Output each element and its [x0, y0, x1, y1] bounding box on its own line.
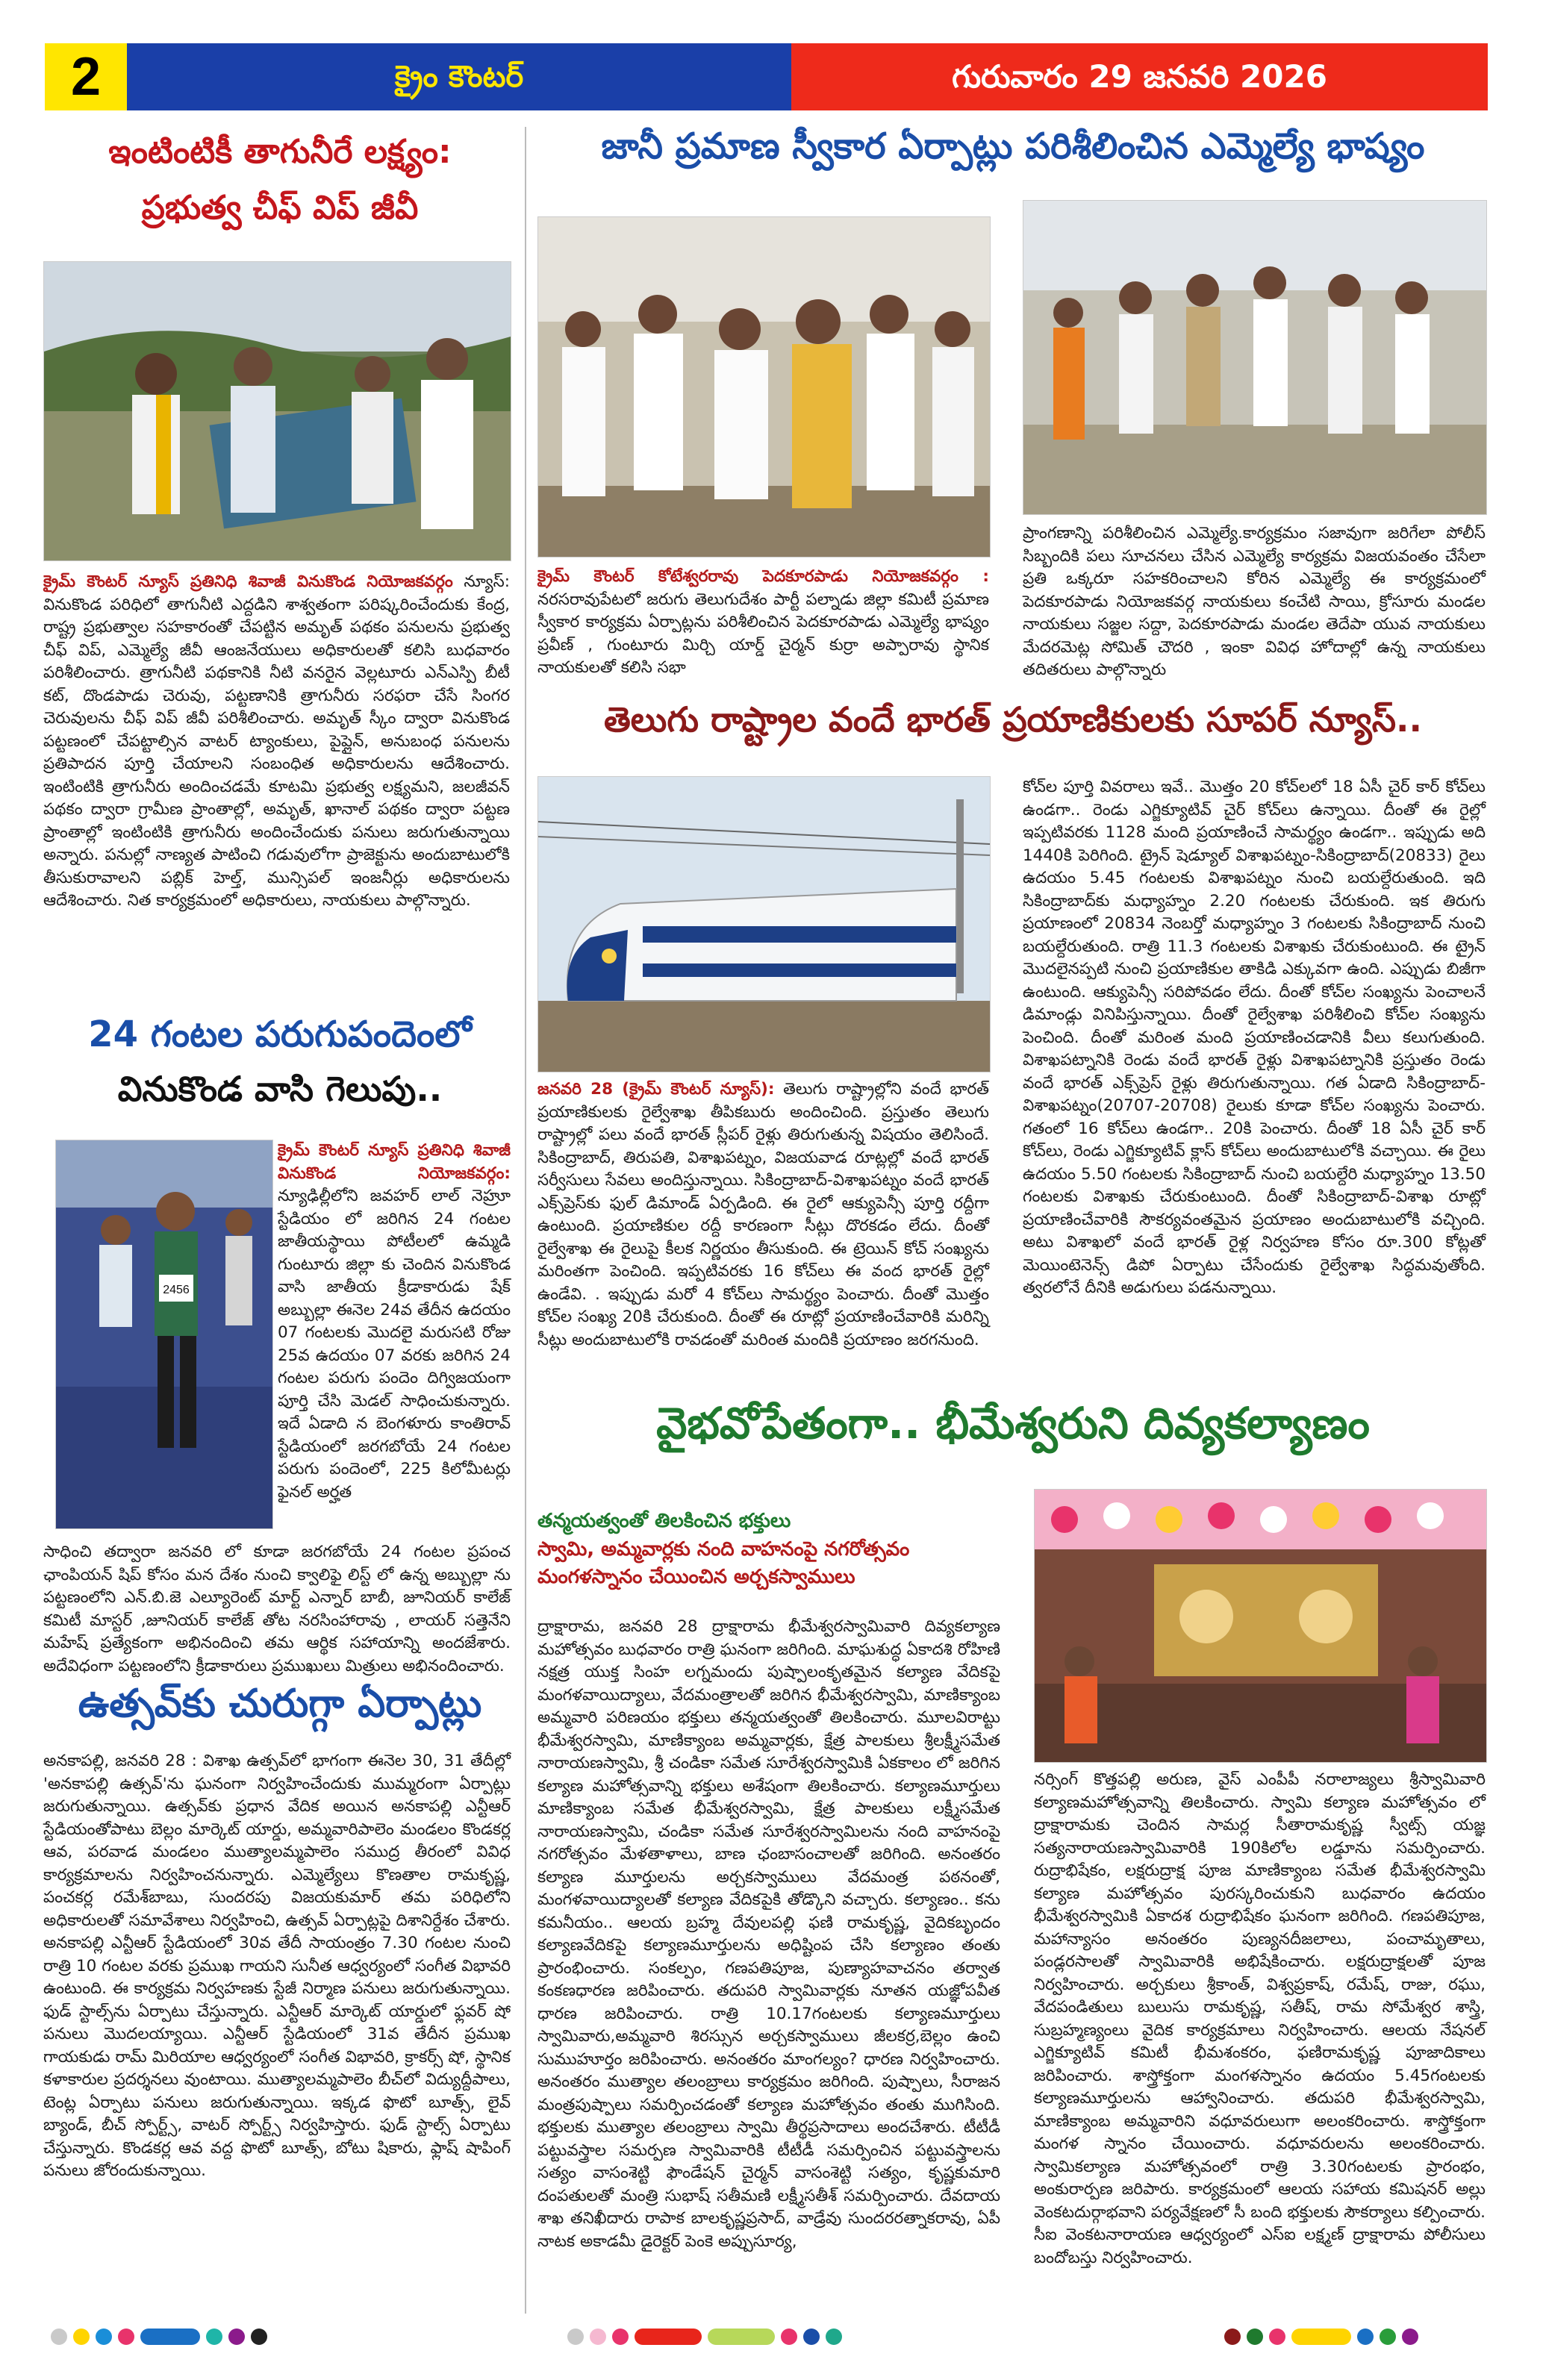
- footer-dot: [567, 2329, 584, 2345]
- footer-dot: [96, 2329, 112, 2345]
- footer-dot: [73, 2329, 90, 2345]
- footer-dot: [206, 2329, 222, 2345]
- story4-caption-left: [537, 566, 989, 680]
- story6-headline-text: వైభవోపేతంగా.. భీమేశ్వరుని దివ్యకల్యాణం: [656, 1398, 1370, 1449]
- story6-headline: [532, 1396, 1494, 1452]
- story6-subhead-2: స్వామి, అమ్మవార్లకు నంది వాహనంపై నగరోత్సవం: [537, 1537, 910, 1561]
- footer-pill: [1291, 2329, 1351, 2345]
- story5-headline: [532, 698, 1494, 743]
- story2-text-full: సాధించి తద్వారా జనవరి లో కూడా జరగబోయే 24 గంటల ప్రపంచ ఛాంపియన్ షిప్ కోసం మన దేశం నుంచి క్వాలిఫై లిస్ట్ లో ఉన్న అబ్బుల్లా ను పట్టణంలోని ఎన్.బి.జె ఎల్యూరెంట్ మార్ట్ ఎన్నార్ బాబీ, జూనియర్ కాలేజ్ కమిటీ మాస్టర్ ,జూనియర్ కాలేజ్ తోట నరసింహారావు , లాయర్ సత్తెనేని మహేష్ ప్రత్యేకంగా అభినందించి తమ ఆర్థిక సహాయాన్ని అందజేశారు. అదేవిధంగా పట్టణంలోని క్రీడాకారులు ప్రముఖులు మిత్రులు అభినందించారు.: [43, 1543, 511, 1675]
- story1-lead: క్రైమ్ కౌంటర్ న్యూస్ ప్రతినిధి శివాజీ వినుకొండ నియోజకవర్గం: [43, 572, 453, 591]
- footer-dot: [826, 2329, 842, 2345]
- story3-headline-text: ఉత్సవ్‌కు చురుగ్గా ఏర్పాట్లు: [78, 1681, 482, 1726]
- footer-dot: [590, 2329, 606, 2345]
- story2-headline-line1: 24 గంటల పరుగుపందెంలో: [88, 1013, 472, 1055]
- story4-caption-right: [1023, 522, 1486, 682]
- footer-dot: [781, 2329, 797, 2345]
- footer-dot: [228, 2329, 245, 2345]
- story1-headline-line2: ప్రభుత్వ చీఫ్ విప్ జీవీ: [141, 189, 419, 227]
- story1-photo: [43, 261, 511, 561]
- story5-body-left: [537, 1078, 989, 1352]
- leaders-group-photo: [538, 217, 990, 557]
- story4-headline: [532, 123, 1494, 169]
- footer-dot: [51, 2329, 67, 2345]
- section-title: క్రైం కౌంటర్: [127, 43, 791, 110]
- story2-body-column: [278, 1140, 511, 1504]
- vande-bharat-train-photo: [538, 777, 990, 1072]
- story4-caption-left-text: నరసరావుపేటలో జరుగు తెలుగుదేశం పార్టీ పల్నాడు జిల్లా కమిటీ ప్రమాణ స్వీకార కార్యక్రమ ఏర్పాట్లను పరిశీలించిన పెదకూరపాడు ఎమ్మెల్యే భాష్యం ప్రవీణ్ , గుంటూరు మిర్చి యార్డ్ చైర్మన్ కుర్రా అప్పారావు స్థానిక నాయకులతో కలిసి సభా: [537, 590, 989, 678]
- footer-dot: [1224, 2329, 1241, 2345]
- footer-dot: [612, 2329, 629, 2345]
- footer-dot: [1247, 2329, 1263, 2345]
- footer-dots-left: [51, 2329, 267, 2345]
- story4-photo-left: [537, 216, 991, 557]
- footer-dot: [118, 2329, 134, 2345]
- story4-caption-lead: క్రైమ్ కౌంటర్ కోటేశ్వరరావు పెదకూరపాడు నియోజకవర్గం :: [537, 567, 989, 586]
- story2-body-full: [43, 1541, 511, 1678]
- story5-body-right: [1023, 776, 1486, 1300]
- story1-text: న్యూస్: వినుకొండ పరిధిలో తాగునీటి ఎద్దడిని శాశ్వతంగా పరిష్కరించేందుకు కేంద్ర, రాష్ట్ర ప్రభుత్వాల సహకారంతో చేపట్టిన అమృత్ పథకం పనులను ప్రభుత్వ చీఫ్ విప్, ఎమ్మెల్యే జీవీ ఆంజనేయులు అధికారులతో కలిసి బుధవారం పరిశీలించారు. త్రాగునీటి పథకానికి నీటి వనరైన వెల్లటూరు ఎన్ఎస్పి బీటీ కట్, దొండపాడు చెరువు, పట్టణానికి త్రాగునీరు సరఫరా చేసే సింగర చెరువులను చీఫ్ విప్ జీవీ పరిశీలించారు. అమృత్ స్కీం ద్వారా వినుకొండ పట్టణంలో చేపట్టాల్సిన వాటర్ ట్యాంకులు, పైప్లైన్, అనుబంధ పనులను ప్రతిపాదన పూర్తి చేయాలని సంబంధిత అధికారులను ఆదేశించారు. ఇంటింటికి త్రాగునీరు అందించడమే కూటమి ప్రభుత్వ లక్ష్యమని, జలజీవన్ పథకం ద్వారా గ్రామీణ ప్రాంతాల్లో, అమృత్, ఖానాల్ పథకం ద్వారా పట్టణ ప్రాంతాల్లో ఇంటింటికి త్రాగునీరు అందించేందుకు పనులు జరుగుతున్నాయి అన్నారు. పనుల్లో నాణ్యత పాటించి గడువులోగా ప్రాజెక్టును అందుబాటులోకి తీసుకురావాలని పబ్లిక్ హెల్త్, మున్సిపల్ ఇంజనీర్లు అధికారులను ఆదేశించారు. నిత కార్యక్రమంలో అధికారులు, నాయకులు పాల్గొన్నారు.: [43, 572, 510, 911]
- story5-photo: [537, 776, 991, 1072]
- story1-headline-2: [41, 187, 519, 229]
- runner-photo: [56, 1140, 272, 1528]
- story2-headline-2: [41, 1067, 519, 1112]
- temple-kalyanam-photo: [1035, 1490, 1486, 1762]
- story6-text-left: ద్రాక్షారామ, జనవరి 28 ద్రాక్షారామ భీమేశ్వరస్వామివారి దివ్యకల్యాణ మహోత్సవం బుధవారం రాత్రి ఘనంగా జరిగింది. మాఘశుద్ధ ఏకాదశి రోహిణి నక్షత్ర యుక్త సింహ లగ్నమందు పుష్పాలంకృతమైన కల్యాణ వేదికపై మంగళవాయిద్యాలు, వేదమంత్రాలతో జరిగిన భీమేశ్వరస్వామి, మాణిక్యాంబ అమ్మవారి పరిణయం భక్తులు తన్మయత్వంతో తిలకించారు. మూలవిరాట్టు భీమేశ్వరస్వామి, మాణిక్యాంబ అమ్మవార్లకు, క్షేత్ర పాలకులు శ్రీలక్ష్మీసమేత నారాయణస్వామి, శ్రీ చండికా సమేత సూరేశ్వరస్వామికి ఏకకాలం లో జరిగిన కల్యాణ మహోత్సవాన్ని భక్తులు అశేషంగా తిలకించారు. కల్యాణమూర్తులు మాణిక్యాంబ సమేత భీమేశ్వరస్వామి, క్షేత్ర పాలకులు లక్ష్మీసమేత నారాయణస్వామి, చండికా సమేత సూరేశ్వరస్వామిలను నంది వాహనంపై నగరోత్సవం మేళతాళాలు, బాణ ఛంబాసంచాలతో జరిగింది. అనంతరం కల్యాణ మూర్తులను అర్చకస్వాములు వేదమంత్ర పఠనంతో, మంగళవాయిద్యాలతో కల్యాణ వేదికపైకి తోడ్కొని వచ్చారు. కల్యాణం.. కను కమనీయం.. ఆలయ బ్రహ్మ దేవులపల్లి ఫణి రామకృష్ణ, వైదికబృందం కల్యాణవేదికపై కల్యాణమూర్తులను అధిష్టింప చేసి కల్యాణం తంతు ప్రారంభించారు. సంకల్పం, గణపతిపూజ, పుణ్యాహవాచనం తర్వాత కంకణధారణ జరిపించారు. తదుపరి స్వామివార్లకు నూతన యజ్ఞోపవీత ధారణ జరిపించారు. రాత్రి 10.17గంటలకు కల్యాణమూర్తులు స్వామివారు,అమ్మవారి శిరస్సున అర్చకస్వాములు జీలకర్ర,బెల్లం ఉంచి సుముహూర్తం జరిపించారు. అనంతరం మాంగల్యం? ధారణ నిర్వహించారు. అనంతరం ముత్యాల తలంబ్రాలు కార్యక్రమం జరిగింది. పుష్పాలు, సీరాజన మంత్రపుష్పాలు సమర్పించడంతో కల్యాణ మహోత్సవం తంతు ముగిసింది. భక్తులకు ముత్యాల తలంబ్రాలు స్వామి తీర్థప్రసాదాలు అందచేశారు. టీటీడీ పట్టువస్త్రాల సమర్పణ స్వామివారికి టీటీడీ సమర్పించిన పట్టువస్త్రాలను సత్యం వాసంశెట్టి ఫౌండేషన్ చైర్మన్ వాసంశెట్టి సత్యం, కృష్ణకుమారి దంపతులతో మంత్రి సుభాష్ సతీమణి లక్ష్మీసతీశ్ సమర్పించారు. దేవదాయ శాఖ తనిఖీదారు రాపాక బాలకృష్ణప్రసాద్, వాడ్రేవు సుందరరత్నాకరావు, ఏపీ నాటక అకాడమీ డైరెక్టర్ పెంకె అప్పుసూర్య,: [537, 1617, 1000, 2251]
- story1-headline-line1: ఇంటింటికీ తాగునీరే లక్ష్యం:: [108, 133, 452, 171]
- story6-text-right: నర్సింగ్ కొత్తపల్లి అరుణ, వైస్ ఎంపీపీ నరాలాజ్యలు శ్రీస్వామివారి కల్యాణమహోత్సవాన్ని తిలకించారు. స్వామి కల్యాణ మహోత్సవం లో ద్రాక్షారామకు చెందిన సామర్ల సీతారామకృష్ణ స్వీట్స్ యజ్ఞ సత్యనారాయణస్వామివారికి 190కిలోల లడ్డూను సమర్పించారు. రుద్రాభిషేకం, లక్షరుద్రాక్ష పూజ మాణిక్యాంబ సమేత భీమేశ్వరస్వామి కల్యాణ మహోత్సవం పురస్కరించుకుని బుధవారం ఉదయం భీమేశ్వరస్వామికి ఏకాదశ రుద్రాభిషేకం ఘనంగా జరిగింది. గణపతిపూజ, మహాన్యాసం అనంతరం పుణ్యనదీజలాలు, పంచామృతాలు, పండ్లరసాలతో స్వామివారికి అభిషేకించారు. లక్షరుద్రాక్షలతో పూజ నిర్వహించారు. అర్చకులు శ్రీకాంత్, విశ్వప్రకాష్, రమేష్, రాజు, రఘు, వేదపండితులు బులుసు రామకృష్ణ, సతీష్, రామ సోమేశ్వర శాస్త్రి, సుబ్రహ్మణ్యంలు వైదిక కార్యక్రమాలు నిర్వహించారు. ఆలయ నేషనల్ ఎగ్జిక్యూటివ్ కమిటీ భీమశంకరం, ఫణిరామకృష్ణ పూజాదికాలు జరిపించారు. శాస్త్రోక్తంగా మంగళస్నానం ఉదయం 5.45గంటలకు కల్యాణమూర్తులను ఆహ్వానించారు. తదుపరి భీమేశ్వరస్వామి, మాణిక్యాంబ అమ్మవారిని వధూవరులుగా అలంకరించారు. శాస్త్రోక్తంగా మంగళ స్నానం చేయించారు. వధూవరులను అలంకరించారు. స్వామికల్యాణ మహోత్సవంలో రాత్రి 3.30గంటలకు ప్రారంభం, అంకురార్పణ జరిపారు. కార్యక్రమంలో ఆలయ సహాయ కమిషనర్ అల్లు వెంకటదుర్గాభవాని పర్యవేక్షణలో సీ బంది భక్తులకు సౌకర్యాలు కల్పించారు. సీఐ వెంకటనారాయణ ఆధ్వర్యంలో ఎస్ఐ లక్ష్మణ్ ద్రాక్షారామ పోలీసులు బందోబస్తు నిర్వహించారు.: [1034, 1770, 1486, 2267]
- story3-body: [43, 1750, 511, 2183]
- footer-dot: [1402, 2329, 1418, 2345]
- story4-caption-right-text: ప్రాంగణాన్ని పరిశీలించిన ఎమ్మెల్యే.కార్యక్రమం సజావుగా జరిగేలా పోలీస్ సిబ్బందికి పలు సూచనలు చేసిన ఎమ్మెల్యే కార్యక్రమ విజయవంతం చేసేలా ప్రతి ఒక్కరూ సహకరించాలని కోరిన ఎమ్మెల్యే ఈ కార్యక్రమంలో పెదకూరపాడు నియోజకవర్గ నాయకులు కంచేటి సాయి, క్రోసూరు మండల నాయకులు సజ్జల సద్దా, పెదకూరపాడు మండల తెదేపా యువ నాయకులు మేదరమెట్ల సోమిత్ చౌదరి , ఇంకా వివిధ హోదాల్లో ఉన్న నాయకులు తదితరులు పాల్గొన్నారు: [1023, 524, 1486, 680]
- story2-text-column: న్యూఢిల్లీలోని జవహర్ లాల్ నెహ్రూ స్టేడియం లో జరిగిన 24 గంటల జాతీయస్థాయి పోటీలలో ఉమ్మడి గుంటూరు జిల్లా కు చెందిన వినుకొండ వాసి జాతీయ క్రీడాకారుడు షేక్ అబ్బుల్లా ఈనెల 24వ తేదీన ఉదయం 07 గంటలకు మొదలై మరుసటి రోజు 25వ ఉదయం 07 వరకు జరిగిన 24 గంటల పరుగు పందెం దిగ్విజయంగా పూర్తి చేసి మెడల్ సాధించుకున్నారు. ఇదే ఏడాది న బెంగళూరు కాంతిరావ్ స్టేడియంలో జరగబోయే 24 గంటల పరుగు పందెంలో, 225 కిలోమీటర్లు ఫైనల్ అర్హత: [278, 1187, 511, 1502]
- footer-dots-right: [1224, 2329, 1418, 2345]
- story1-headline: [41, 131, 519, 173]
- footer-dots-center: [567, 2329, 842, 2345]
- story6-subhead-1: తన్మయత్వంతో తిలకించిన భక్తులు: [537, 1510, 791, 1532]
- story5-text-left: తెలుగు రాష్ట్రాల్లోని వందే భారత్ ప్రయాణికులకు రైల్వేశాఖ తీపికబురు అందించింది. ప్రస్తుతం తెలుగు రాష్ట్రాల్లో పలు వందే భారత్ స్లీపర్ రైళ్లు తిరుగుతున్న విషయం తెలిసిందే. సికింద్రాబాద్, తిరుపతి, విశాఖపట్నం, విజయవాడ రూట్లల్లో వందే భారత్ సర్వీసులు సేవలు అందిస్తున్నాయి. సికింద్రాబాద్-విశాఖపట్నం వందే భారత్ ఎక్స్‌ప్రెస్‌కు ఫుల్ డిమాండ్ ఏర్పడింది. ఈ రైలో ఆక్యుపెన్సీ పూర్తి రద్దీగా ఉంటుంది. ప్రయాణికుల రద్దీ కారణంగా సీట్లు దొరకడం లేదు. దీంతో రైల్వేశాఖ ఈ రైలుపై కీలక నిర్ణయం తీసుకుంది. ఈ ట్రెయిన్ కోచ్ సంఖ్యను మరింతగా పెంచింది. ఇప్పటివరకు 16 కోచ్‌లు ఈ వంద భారత్ రైల్లో ఉండేవి. . ఇప్పుడు మరో 4 కోచ్‌లు సామర్థ్యం పెంచారు. దీంతో మొత్తం కోచ్‌ల సంఖ్య 20కి చేరుకుంది. దీంతో ఈ రూట్లో ప్రయాణించేవారికి మరిన్ని సీట్లు అందుబాటులోకి రావడంతో మరింత మందికి ప్రయాణం జరగనుంది.: [537, 1080, 990, 1349]
- story2-headline: [41, 1011, 519, 1058]
- footer-dot: [1380, 2329, 1396, 2345]
- story6-body-right: [1034, 1769, 1486, 2270]
- story1-body: [43, 571, 510, 913]
- story2-lead: క్రైమ్ కౌంటర్ న్యూస్ ప్రతినిధి శివాజీ వినుకొండ నియోజకవర్గం:: [278, 1141, 511, 1183]
- story5-headline-text: తెలుగు రాష్ట్రాల వందే భారత్ ప్రయాణికులకు సూపర్ న్యూస్..: [604, 699, 1422, 740]
- story3-text: అనకాపల్లి, జనవరి 28 : విశాఖ ఉత్సవ్‌లో భాగంగా ఈనెల 30, 31 తేదీల్లో 'అనకాపల్లి ఉత్సవ్'ను ఘనంగా నిర్వహించేందుకు ముమ్మరంగా ఏర్పాట్లు జరుగుతున్నాయి. ఉత్సవ్‌కు ప్రధాన వేదిక అయిన అనకాపల్లి ఎన్టీఆర్ స్టేడియంతోపాటు బెల్లం మార్కెట్ యార్డు, అమ్మవారిపాలెం మండలం కొండకర్ల ఆవ, పరవాడ మండలం ముత్యాలమ్మపాలెం సముద్ర తీరంలో వివిధ కార్యక్రమాలను నిర్వహించనున్నారు. ఎమ్మెల్యేలు కొణతాల రామకృష్ణ, పంచకర్ల రమేశ్‌బాబు, సుందరపు విజయకుమార్ తమ పరిధిలోని అధికారులతో సమావేశాలు నిర్వహించి, ఉత్సవ్ ఏర్పాట్లపై దిశానిర్దేశం చేశారు. అనకాపల్లి ఎన్టీఆర్ స్టేడియంలో 30వ తేదీ సాయంత్రం 7.30 గంటల నుంచి రాత్రి 10 గంటల వరకు ప్రముఖ గాయని సునీత ఆధ్వర్యంలో సంగీత విభావరి ఉంటుంది. ఈ కార్యక్రమ నిర్వహణకు స్టేజీ నిర్మాణ పనులు జరుగుతున్నాయి. ఫుడ్ స్టాల్స్‌ను ఏర్పాటు చేస్తున్నారు. ఎన్టీఆర్ మార్కెట్ యార్డులో ఫ్లవర్ షో పనులు మొదలయ్యాయి. ఎన్టీఆర్ స్టేడియంలో 31వ తేదీన ప్రముఖ గాయకుడు రామ్ మిరియాల ఆధ్వర్యంలో సంగీత విభావరి, క్రాకర్స్ షో, స్థానిక కళాకారుల ప్రదర్శనలు వుంటాయి. ముత్యాలమ్మపాలెం బీచ్‌లో విద్యుద్దీపాలు, టెంట్ల ఏర్పాటు పనులు జరుగుతున్నాయి. ఇక్కడ ఫొటో బూత్స్, లైవ్ బ్యాండ్, బీచ్ స్పోర్ట్స్, వాటర్ స్పోర్ట్స్ నిర్వహిస్తారు. ఫుడ్ స్టాల్స్ ఏర్పాటు చేస్తున్నారు. కొండకర్ల ఆవ వద్ద ఫొటో బూత్స్, బోటు షికారు, ఫ్లాష్ షాపింగ్ పనులు జోరందుకున్నాయి.: [43, 1752, 511, 2181]
- story6-subhead-3: మంగళస్నానం చేయించిన అర్చకస్వాములు: [537, 1566, 855, 1589]
- footer-dot: [251, 2329, 267, 2345]
- officials-inspecting-map-photo: [44, 262, 511, 560]
- issue-date: గురువారం 29 జనవరి 2026: [791, 43, 1488, 110]
- page-number: 2: [45, 43, 127, 110]
- column-divider: [525, 127, 526, 2314]
- story5-text-right: కోచ్‌ల పూర్తి వివరాలు ఇవే.. మొత్తం 20 కోచ్‌లలో 18 ఏసీ చైర్ కార్ కోచ్‌లు ఉండగా.. రెండు ఎగ్జిక్యూటివ్ చైర్ కోచ్‌లు ఉన్నాయి. దీంతో ఈ రైల్లో ఇప్పటివరకు 1128 మంది ప్రయాణించే సామర్థ్యం ఉండగా.. ఇప్పుడు అది 1440కి పెరిగింది. ట్రైన్ షెడ్యూల్ విశాఖపట్నం-సికింద్రాబాద్(20833) రైలు ఉదయం 5.45 గంటలకు విశాఖపట్నం నుంచి బయల్దేరుతుంది. ఇది సికింద్రాబాద్‌కు మధ్యాహ్నం 2.20 గంటలకు చేరుకుంది. ఇక తిరుగు ప్రయాణంలో 20834 నెంబర్తో మధ్యాహ్నం 3 గంటలకు సికింద్రాబాద్ నుంచి బయల్దేరుతుంది. రాత్రి 11.3 గంటలకు విశాఖకు చేరుకుంటుంది. ఈ ట్రైన్ మొదలైనప్పటి నుంచి ప్రయాణికుల తాకిడి ఎక్కువగా ఉంది. ఎప్పుడు బిజీగా ఉంటుంది. ఆక్యుపెన్సీ సరిపోవడం లేదు. దీంతో కోచ్‌ల సంఖ్యను పెంచాలనే డిమాండ్లు వినిపిస్తున్నాయి. దీంతో రైల్వేశాఖ పరిశీలించి కోచ్‌ల సంఖ్యను పెంచింది. దీంతో మరింత మంది ప్రయాణించడానికి వీలు కలుగుతుంది. విశాఖపట్నానికి రెండు వందే భారత్ రైళ్లు విశాఖపట్నానికి ప్రస్తుతం రెండు వందే భారత్ ఎక్స్‌ప్రెస్ రైళ్లు తిరుగుతున్నాయి. గత ఏడాది సికింద్రాబాద్-విశాఖపట్నం(20707-20708) రైలుకు కూడా కోచ్‌ల సంఖ్యను పెంచారు. గతంలో 16 కోచ్‌లు ఉండగా.. 20కి పెంచారు. దీంతో 18 ఏసీ చైర్ కార్ కోచ్‌లు, రెండు ఎగ్జిక్యూటివ్ క్లాస్ కోచ్‌లు అందుబాటులోకి వచ్చాయి. ఈ రైలు ఉదయం 5.50 గంటలకు సికింద్రాబాద్ నుంచి బయల్దేరి మధ్యాహ్నం 13.50 గంటలకు విశాఖకు చేరుకుంటుంది. దీంతో సికింద్రాబాద్-విశాఖ రూట్లో ప్రయాణించేవారికి సౌకర్యవంతమైన ప్రయాణం అందుబాటులోకి వచ్చింది. అటు విశాఖలో వందే భారత్ రైళ్ల నిర్వహణ కోసం రూ.300 కోట్లతో మెయింటెనెన్స్ డిపో ఏర్పాటు చేసేందుకు రైల్వేశాఖ సిద్ధమవుతోంది. త్వరలోనే దీనికి అడుగులు పడనున్నాయి.: [1023, 778, 1486, 1298]
- bib-number: 2456: [163, 1284, 190, 1296]
- story4-headline-text: జానీ ప్రమాణ స్వీకార ఏర్పాట్లు పరిశీలించిన ఎమ్మెల్యే భాష్యం: [601, 125, 1425, 167]
- story2-headline-line2: వినుకొండ వాసి గెలుపు..: [117, 1069, 443, 1109]
- footer-dot: [1269, 2329, 1285, 2345]
- site-inspection-photo: [1023, 201, 1486, 514]
- footer-dot: [1357, 2329, 1374, 2345]
- footer-pill: [635, 2329, 702, 2345]
- story4-photo-right: [1023, 200, 1487, 515]
- footer-pill: [708, 2329, 775, 2345]
- story6-body-left: [537, 1616, 1000, 2253]
- story6-photo: [1034, 1489, 1487, 1763]
- footer-dot: [803, 2329, 820, 2345]
- story2-photo: [55, 1140, 273, 1529]
- footer-pill: [140, 2329, 200, 2345]
- story3-headline: [41, 1679, 519, 1730]
- story5-lead: జనవరి 28 (క్రైమ్ కౌంటర్ న్యూస్):: [537, 1080, 775, 1099]
- story6-subheads: [537, 1508, 1000, 1592]
